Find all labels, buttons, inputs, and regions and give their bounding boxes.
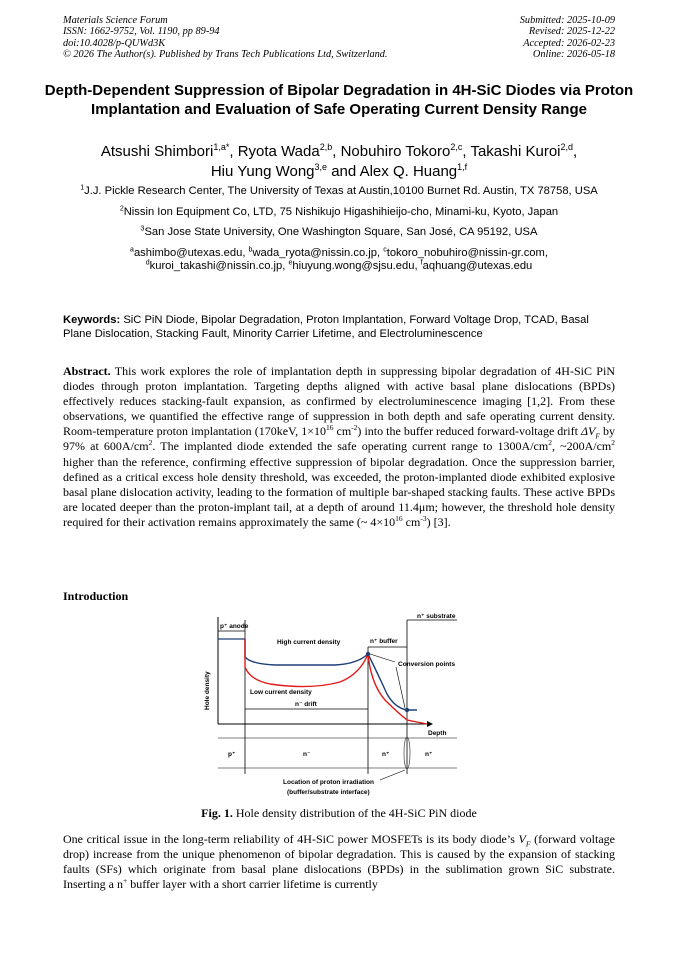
author-list	[40, 142, 638, 181]
low-current-curve	[245, 639, 427, 724]
label-location-line1: Location of proton irradiation	[283, 779, 374, 786]
doi-line: doi:10.4028/p-QUWd3K	[63, 37, 166, 49]
introduction-heading: Introduction	[63, 589, 129, 603]
author-2: Ryota Wada$^{2,b}$,	[237, 142, 341, 160]
issn-line: ISSN: 1662-9752, Vol. 1190, pp 89-94	[63, 26, 220, 38]
affiliations	[70, 185, 608, 274]
region-n-minus: n⁻	[303, 751, 311, 758]
email-e: $^e$hiuyung.wong@sjsu.edu,	[288, 259, 421, 272]
region-n-plus-substrate: n⁺	[425, 751, 433, 758]
email-d: $^d$kuroi_takashi@nissin.co.jp,	[145, 259, 289, 272]
online-date: Online: 2026-05-18	[532, 49, 615, 61]
keywords-label: Keywords:	[63, 314, 121, 326]
region-n-plus-buffer: n⁺	[382, 751, 390, 758]
label-n-buffer: n⁺ buffer	[370, 638, 398, 645]
label-depth: Depth	[428, 730, 447, 737]
conversion-point-1	[366, 652, 370, 656]
abstract: Abstract. This work explores the role of implantation depth in suppressing bipolar degradation of 4H-SiC PiN diodes through proton implantation. Targeting depths aligned with active basal plane dislocations (BPDs) effectively reduces stacking-fault expansion, as confirmed by electroluminescence imaging [1,2]. From these observations, we quantified the effective range of suppression in both depth and safe operating current density. Room-temperature proton implantation (170keV, $1\times 10^{16}$ $cm^{-2}$) into the buffer reduced forward-voltage drift $\Delta V_F$ by 97% at $600A/cm^2$. The implanted diode extended the safe operating current range to $1300A/cm^2$, $\sim 200A/cm^2$ higher than the reference, confirming effective suppression of bipolar degradation. Once the suppression barrier, defined as a critical excess hole density threshold, was exceeded, the proton-implanted diode exhibited explosive basal plane dislocation activity, leading to the formation of multiple bar-shaped stacking faults. These active BPDs are located deeper than the proton-implant tail, at a depth of around 11.4μm; however, the threshold hole density required for their activation remains approximately the same (~ $4\times 10^{16}$ $cm^{-3}$) [3].	[63, 364, 616, 529]
conversion-point-2	[405, 708, 409, 712]
email-a: $^a$ashimbo@utexas.edu,	[130, 245, 249, 259]
figure-caption	[63, 806, 615, 821]
region-p-plus: p⁺	[228, 751, 236, 758]
high-current-curve	[245, 639, 417, 710]
author-3: Nobuhiro Tokoro$^{2,c}$,	[340, 142, 471, 160]
keywords-text: SiC PiN Diode, Bipolar Degradation, Proton Implantation, Forward Voltage Drop, TCAD, Basal Plane Dislocation, Stacking Fault, Minority Carrier Lifetime, and Electroluminescence	[63, 314, 589, 340]
hole-density-figure	[195, 612, 460, 800]
label-n-substrate: n⁺ substrate	[417, 613, 456, 620]
label-location-line2: (buffer/substrate interface)	[287, 789, 370, 796]
email-list	[70, 247, 608, 274]
caption-label: Fig. 1.	[201, 806, 233, 820]
affiliation-2: $^2$Nissin Ion Equipment Co, LTD, 75 Nishikujo Higashihieijo-cho, Minami-ku, Kyoto, Japan	[119, 204, 559, 218]
author-4: Takashi Kuroi$^{2,d}$,	[470, 142, 578, 160]
journal-header-left	[63, 15, 387, 61]
revised-date: Revised: 2025-12-22	[528, 26, 615, 38]
introduction-text: One critical issue in the long-term reliability of 4H-SiC power MOSFETs is its body diode’s $V_F$ (forward voltage drop) increase from the unique phenomenon of bipolar degradation. This is caused by the expansion of stacking faults (SFs) which originate from basal plane dislocations (BPDs) in the sublimation grown SiC substrate. Inserting a n+ buffer layer with a short carrier lifetime is currently	[63, 832, 616, 892]
label-low-current: Low current density	[250, 689, 312, 696]
email-f: $^f$aqhuang@utexas.edu	[420, 259, 533, 272]
email-b: $^b$wada_ryota@nissin.co.jp,	[248, 245, 384, 259]
x-axis-arrow	[427, 721, 433, 727]
journal-name: Materials Science Forum	[63, 15, 168, 26]
accepted-date: Accepted: 2026-02-23	[523, 37, 615, 49]
label-n-drift: n⁻ drift	[295, 701, 317, 708]
caption-text: Hole density distribution of the 4H-SiC PiN diode	[232, 806, 477, 820]
author-1: Atsushi Shimbori$^{1,a*}$,	[100, 142, 238, 160]
abstract-label: Abstract.	[63, 364, 111, 378]
author-5: Hiu Yung Wong$^{3,e}$ and	[210, 161, 360, 180]
submitted-date: Submitted: 2025-10-09	[519, 15, 615, 26]
journal-header-right	[520, 15, 615, 61]
author-6: Alex Q. Huang$^{1,f}$	[359, 161, 468, 180]
affiliation-1: $^1$J.J. Pickle Research Center, The University of Texas at Austin,10100 Burnet Rd. Austin, TX 78758, USA	[80, 184, 598, 197]
label-p-anode: p⁺ anode	[220, 623, 249, 630]
label-high-current: High current density	[277, 639, 341, 646]
label-y-axis: Hole density	[204, 671, 211, 710]
keywords	[63, 313, 615, 341]
email-c: $^c$tokoro_nobuhiro@nissin-gr.com,	[383, 245, 548, 259]
affiliation-3: $^3$San Jose State University, One Washington Square, San José, CA 95192, USA	[140, 225, 538, 238]
paper-title: Depth-Dependent Suppression of Bipolar Degradation in 4H-SiC Diodes via Proton Implantation and Evaluation of Safe Operating Current Density Range	[44, 82, 634, 118]
copyright-line: © 2026 The Author(s). Published by Trans Tech Publications Ltd, Switzerland.	[63, 49, 388, 61]
label-conversion-points: Conversion points	[398, 661, 456, 668]
